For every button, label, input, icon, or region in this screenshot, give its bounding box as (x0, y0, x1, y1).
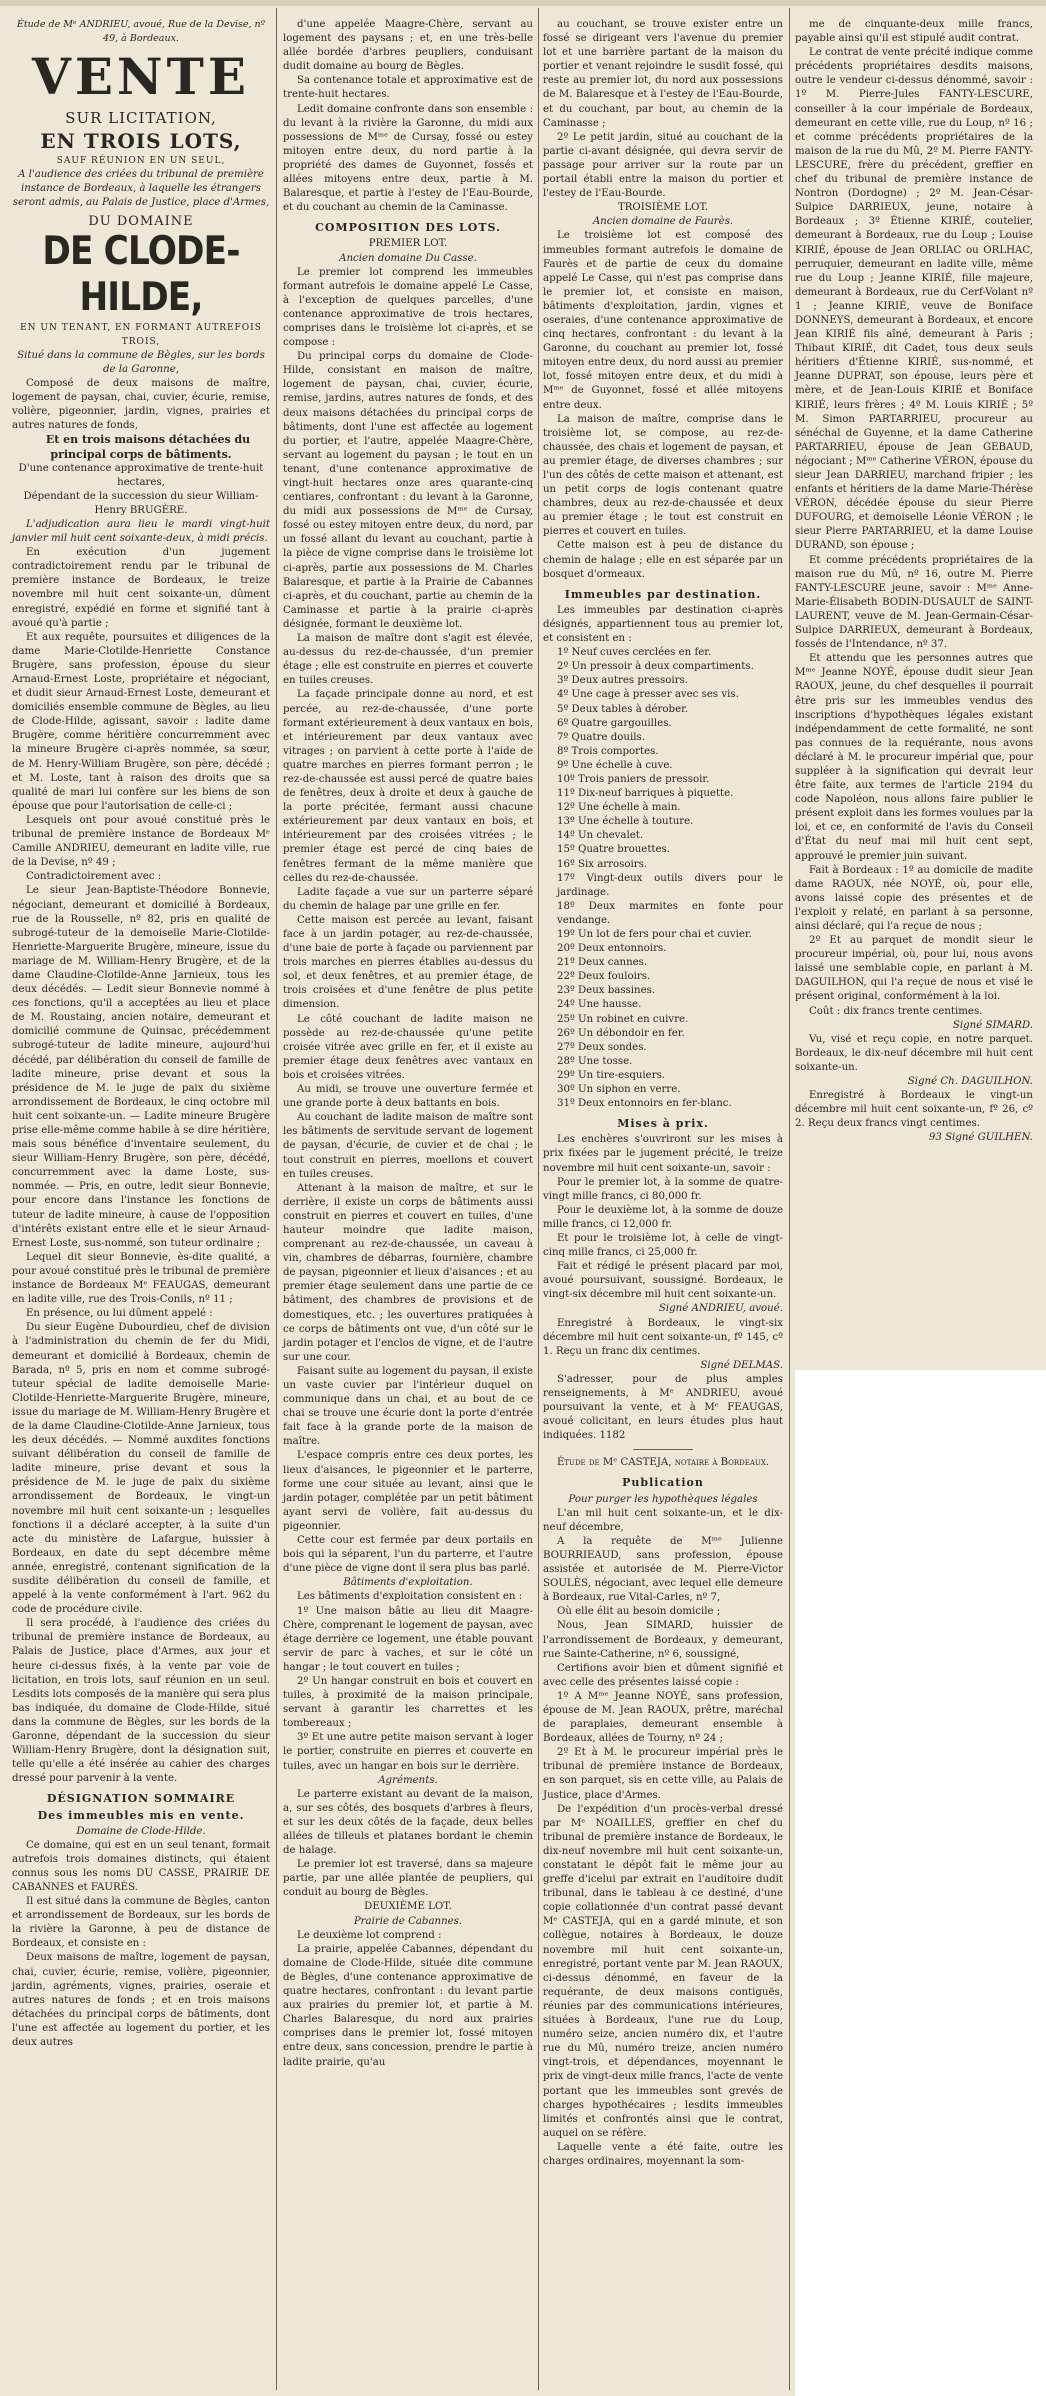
paragraph: Cette maison est à peu de distance du chemin de halage ; elle en est séparée par un bosquet d'ormeaux. (543, 540, 783, 580)
paragraph: 2º Un hangar construit en bois et couvert en tuiles, à proximité de la maison principale, servant à garantir les charrettes et les tombereaux ; (283, 1675, 533, 1730)
paragraph: Le premier lot comprend les immeubles formant autrefois le domaine appelé Le Casse, à l'exception de quelques parcelles, d'une contenance approximative de trois hectares, comprises dans le troisième lot ci-après, et se compose : (283, 266, 533, 349)
inventory-item: 11º Dix-neuf barriques à piquette. (557, 788, 734, 800)
etude-header: Étude de Mᵉ ANDRIEU, avoué, Rue de la Devise, nº 49, à Bordeaux. (16, 19, 266, 45)
paragraph: au couchant, se trouve exister entre un fossé se dirigeant vers l'avenue du premier lot et une barrière partant de la maison du portier et venant rejoindre le susdit fossé, qui reste au premier lot, du nord aux possessions de M. Balaresque et à l'estey de l'Eau-Bourde, et du couchant, par bout, au chemin de la Caminasse ; (543, 19, 783, 129)
paragraph: Pour le deuxième lot, à la somme de douze mille francs, ci 12,000 fr. (543, 1204, 783, 1230)
inventory-item: 24º Une hausse. (557, 999, 642, 1011)
lot-heading: DEUXIÈME LOT. (364, 1901, 452, 1913)
section-caption: Domaine de Clode-Hilde. (76, 1825, 206, 1837)
paragraph: L'an mil huit cent soixante-un, et le dix-neuf décembre, (543, 1507, 783, 1533)
paragraph: Du sieur Eugène Dubourdieu, chef de division à l'administration du chemin de fer du Midi, demeurant et domicilié à Bordeaux, chemin de Barada, nº 5, pris en nom et comme subrogé-tuteur spécial de ladite demoiselle Marie-Clotilde-Henriette-Marguerite Brugère, mineure, issue du mariage de M. William-Henry Brugère et de la dame Claudine-Clotilde-Anne Jarnieux, tous les deux décédés. — Nommé auxdites fonctions suivant délibération du conseil de famille de ladite mineure, prise devant et sous la présidence de M. le juge de paix du sixième arrondissement de Bordeaux, le vingt-un novembre mil huit cent soixante-un ; lesquelles fonctions il a déclaré accepter, à la suite d'un acte du ministère de Lafargue, huissier à Bordeaux, en date du sept décembre même année, enregistré, contenant signification de la susdite délibération du conseil de famille, et appelé à la vente conformément à l'art. 962 du code de procédure civile. (12, 1322, 270, 1616)
paragraph: Le deuxième lot comprend : (297, 1929, 442, 1941)
vente-headline: VENTE (32, 47, 250, 107)
paragraph: 1º A Mᵐᵉ Jeanne NOYÉ, sans profession, épouse de M. Jean RAOUX, prêtre, maréchal de paraplaies, demeurant ensemble à Bordeaux, allées de Tourny, nº 24 ; (543, 1690, 783, 1745)
inventory-item: 26º Un débondoir en fer. (557, 1027, 685, 1039)
paragraph: d'une appelée Maagre-Chère, servant au logement des paysans ; et, en une très-belle allée bordée d'arbres peupliers, conduisant dudit domaine au bourg de Bègles. (283, 19, 533, 73)
paragraph: Le troisième lot est composé des immeubles formant autrefois le domaine de Faurès et de partie de ceux du domaine appelé Le Casse, qui n'est pas comprise dans le premier lot, et consiste en maison, bâtiments d'exploitation, jardin, vignes et oseraies, d'une contenance approximative de cinq hectares, confrontant : du levant à la Garonne, du couchant au premier lot, fossé mitoyen entre deux, du nord aussi au premier lot, fossé mitoyen entre deux, et du midi à Mᵐᵉ de Guyonnet, fossé et allée mitoyens entre deux. (543, 230, 783, 411)
paragraph: 1º Une maison bâtie au lieu dit Maagre-Chère, comprenant le logement de paysan, avec étage derrière ce logement, une étable pouvant servir de parc à vaches, et sur le côté un hangar ; le tout couvert en tuiles ; (283, 1605, 533, 1673)
paragraph: A la requête de Mᵐᵉ Julienne BOURRIEAUD, sans profession, épouse assistée et autorisée de M. Pierre-Victor SOULÈS, négociant, avec lequel elle demeure à Bordeaux, rue Vital-Carles, nº 7, (543, 1535, 783, 1604)
paragraph: Et attendu que les personnes autres que Mᵐᵉ Jeanne NOYÉ, épouse dudit sieur Jean RAOUX, jeune, du chef desquelles il pourrait être pris sur les immeubles vendus des inscriptions d'hypothèques légales existant indépendamment de cette formalité, ne sont pas connues de la requérante, nous avons déclaré à M. le procureur impérial que, pour suppléer à la signification qui devrait leur être faite, aux termes de l'article 2194 du code Napoléon, nous allons faire publier le présent exploit dans les formes voulues par la loi, et ce, en conformité de l'avis du Conseil d'État du neuf mai mil huit cent sept, approuvé le premier juin suivant. (795, 653, 1033, 862)
paragraph: Il sera procédé, à l'audience des criées du tribunal de première instance de Bordeaux, au Palais de Justice, place d'Armes, aux jour et heure ci-dessus fixés, à la vente par voie de licitation, en trois lots, sauf réunion en un seul. Lesdits lots composés de la manière qui sera plus bas indiquée, du domaine de Clode-Hilde, situé dans la commune de Bègles, sur les bords de la Garonne, dépendant de la succession du sieur William-Henry Brugère, dont la désignation suit, telle qu'elle a été insérée au cahier des charges dressé pour parvenir à la vente. (12, 1618, 270, 1785)
paragraph: Les immeubles par destination ci-après désignés, appartiennent tous au premier lot, et consistent en : (543, 604, 783, 645)
paragraph: Ladite façade a vue sur un parterre séparé du chemin de halage par une grille en fer. (283, 886, 533, 912)
column-rule (276, 8, 277, 2390)
section-caption: Pour purger les hypothèques légales (568, 1493, 758, 1505)
inventory-item: 18º Deux marmites en fonte pour vendange. (557, 900, 783, 926)
paragraph: Du principal corps du domaine de Clode-Hilde, consistant en maison de maître, logement de paysan, chai, cuvier, écurie, remise, jardins, autres natures de fonds, et des deux maisons détachées du principal corps de bâtiments, dont l'une est affectée au logement du portier, et l'autre, appelée Maagre-Chère, servant au logement du paysan ; le tout en un tenant, d'une contenance approximative de vingt-huit hectares onze ares quarante-cinq centiares, confrontant : du levant à la Garonne, du midi aux possessions de Mᵐᵉ de Cursay, fossé ou estey mitoyen entre deux, du nord, par un fossé allant du levant au couchant, partie à la pièce de vigne comprise dans le troisième lot ci-après, partie aux possessions de M. Charles Balaresque, et partie à la Prairie de Cabannes ci-après, et du couchant, partie au chemin de la Caminasse et partie à la prairie ci-après désignée, formant le deuxième lot. (283, 351, 533, 630)
inventory-item: 4º Une cage à presser avec ses vis. (557, 689, 739, 701)
section-subheading: Des immeubles mis en vente. (37, 1808, 245, 1822)
column-rule (789, 8, 790, 2390)
paragraph: En présence, ou lui dûment appelé : (26, 1308, 213, 1320)
inventory-item: 31º Deux entonnoirs en fer-blanc. (557, 1098, 732, 1110)
audience-notice: A l'audience des criées du tribunal de première instance de Bordeaux, à laquelle les étrangers seront admis, au Palais de Justice, place d'Armes, (12, 169, 270, 209)
inventory-item: 6º Quatre gargouilles. (557, 717, 672, 729)
paragraph: Lesquels ont pour avoué constitué près le tribunal de première instance de Bordeaux Mᵉ Camille ANDRIEU, demeurant en ladite ville, rue de la Devise, nº 49 ; (12, 814, 270, 869)
paragraph: Contradictoirement avec : (26, 871, 162, 883)
paragraph: Les enchères s'ouvriront sur les mises à prix fixées par le jugement précité, le treize novembre mil huit cent soixante-un, savoir : (543, 1134, 783, 1174)
inventory-list (543, 646, 783, 1111)
section-heading: DÉSIGNATION SOMMAIRE (46, 1792, 236, 1806)
paragraph: Où elle élit au besoin domicile ; (557, 1606, 721, 1618)
inventory-item: 15º Quatre brouettes. (557, 844, 671, 856)
paragraph: Lequel dit sieur Bonnevie, ès-dite qualité, a pour avoué constitué près le tribunal de première instance de Bordeaux Mᵉ FEAUGAS, demeurant en ladite ville, rue des Trois-Conils, nº 11 ; (12, 1251, 270, 1306)
section-heading: Publication (622, 1476, 704, 1490)
paragraph: S'adresser, pour de plus amples renseignements, à Mᵉ ANDRIEU, avoué poursuivant la vente, et à Mᵉ FEAUGAS, avoué colicitant, en leurs études plus haut indiquées. 1182 (543, 1373, 783, 1442)
paragraph: Et comme précédents propriétaires de la maison rue du Mû, nº 16, outre M. Pierre FANTY-LESCURE jeune, savoir : Mᵐᵉ Anne-Marie-Élisabeth BODIN-DUSAULT de SAINT-LAURENT, veuve de M. Jean-Germain-César-Sulpice DARRIEUX, demeurant à Bordeaux, fossés de l'Intendance, nº 37. (795, 554, 1033, 651)
paragraph: Le côté couchant de ladite maison ne possède au rez-de-chaussée qu'une petite croisée vitrée avec grille en fer, et il existe au premier étage deux fenêtres avec vantaux en bois et croisées vitrées. (283, 1013, 533, 1081)
paragraph: Cette cour est fermée par deux portails en bois qui la séparent, l'un du parterre, et l'autre d'une pièce de vigne dont il sera plus bas parlé. (283, 1535, 533, 1575)
paragraph: Les bâtiments d'exploitation consistent en : (297, 1591, 523, 1603)
paragraph: L'espace compris entre ces deux portes, les lieux d'aisances, le pigeonnier et le parterre, forme une cour située au levant, ainsi que le jardin potager, complétée par un petit bâtiment ayant servi de volière, fait au-dessus du pigeonnier. (283, 1450, 533, 1532)
inventory-item: 29º Un tire-esquiers. (557, 1069, 666, 1081)
inventory-item: 28º Une tosse. (557, 1055, 633, 1067)
paragraph: Coût : dix francs trente centimes. (809, 1005, 983, 1017)
paragraph: Sa contenance totale et approximative est de trente-huit hectares. (283, 75, 533, 101)
signature-line: Signé Ch. DAGUILHON. (907, 1076, 1033, 1088)
paragraph: Nous, Jean SIMARD, huissier de l'arrondissement de Bordeaux, y demeurant, rue Sainte-Catherine, nº 6, soussigné, (543, 1620, 783, 1660)
du-domaine: DU DOMAINE (88, 213, 194, 229)
paragraph: Vu, visé et reçu copie, en notre parquet. Bordeaux, le dix-neuf décembre mil huit cent soixante-un. (795, 1033, 1033, 1073)
paragraph: Fait à Bordeaux : 1º au domicile de madite dame RAOUX, née NOYÉ, où, pour elle, avons laissé copie des présentes et de l'exploit y relaté, en parlant à sa personne, ainsi déclaré, qui l'a reçue de nous ; (795, 864, 1033, 932)
paragraph: La prairie, appelée Cabannes, dépendant du domaine de Clode-Hilde, située dite commune de Bègles, d'une contenance approximative de quatre hectares, confrontant : du levant partie aux prairies du premier lot, et partie à M. Charles Balaresque, du nord aux prairies comprises dans le premier lot, fossé mitoyen entre deux, sans concession, prendre le partie à ladite prairie, qu'au (283, 1943, 533, 2068)
paragraph: Composé de deux maisons de maître, logement de paysan, chai, cuvier, écurie, remise, volière, pigeonnier, jardin, vignes, prairies et autres natures de fonds, (12, 378, 270, 432)
section-heading: Mises à prix. (617, 1117, 709, 1131)
subheading: Et en trois maisons détachées du principal corps de bâtiments. (45, 433, 251, 461)
lot-heading: TROISIÈME LOT. (617, 202, 709, 214)
column-3 (543, 18, 783, 2169)
inventory-item: 25º Un robinet en cuivre. (557, 1013, 689, 1025)
paragraph: La façade principale donne au nord, et est percée, au rez-de-chaussée, d'une porte formant extérieurement à deux vantaux en bois, et intérieurement par deux vantaux avec vitrages ; on parvient à cette porte à l'aide de quatre marches en pierres formant perron ; le rez-de-chaussée est aussi percé de quatre baies de fenêtres, deux à droite et deux à gauche de la porte précitée, fermant aussi chacune extérieurement par deux vantaux en bois, et intérieurement par des croisées vitrées ; le premier étage est percé de cinq baies de fenêtres fermant de la même manière que celles du rez-de-chaussée. (283, 689, 533, 884)
paragraph: La maison de maître dont s'agit est élevée, au-dessus du rez-de-chaussée, d'un premier étage ; elle est construite en pierres et couverte en tuiles creuses. (283, 633, 533, 687)
paragraph: Le premier lot est traversé, dans sa majeure partie, par une allée plantée de peupliers, qui conduit au bourg de Bègles. (283, 1859, 533, 1899)
inventory-item: 2º Un pressoir à deux compartiments. (557, 661, 754, 673)
paragraph: 2º Le petit jardin, situé au couchant de la partie ci-avant désignée, qui devra servir de passage pour arriver sur la route par un portail établi entre la maison du portier et l'estey de l'Eau-Bourde. (543, 131, 783, 200)
lot-heading: PREMIER LOT. (368, 238, 448, 250)
sur-licitation: SUR LICITATION, (65, 109, 217, 128)
inventory-item: 12º Une échelle à main. (557, 802, 681, 814)
domaine-title: DE CLODE-HILDE, (42, 228, 240, 320)
en-trois-lots: EN TROIS LOTS, (40, 129, 242, 154)
paragraph: D'une contenance approximative de trente-huit hectares, (18, 462, 264, 488)
paragraph: Certifions avoir bien et dûment signifié et avec celle des présentes laissé copie : (543, 1662, 783, 1688)
paragraph: De l'expédition d'un procès-verbal dressé par Mᵉ NOAILLES, greffier en chef du tribunal de première instance de Bordeaux, le dix-neuf novembre mil huit cent soixante-un, constatant le dépôt fait le même jour au greffe d'icelui par extrait en l'auditoire dudit tribunal, dans le tableau à ce destiné, d'une copie collationnée d'un contrat passé devant Mᵉ CASTEJA, qui en a gardé minute, et son collègue, notaires à Bordeaux, le douze novembre mil huit cent soixante-un, enregistré, portant vente par M. Jean RAOUX, ci-dessus dénommé, en faveur de la requérante, de deux maisons contiguës, réunies par des communications intérieures, situées à Bordeaux, l'une rue du Loup, numéro seize, ancien numéro dix, et l'autre rue du Mû, numéro treize, ancien numéro vingt-trois, et dépendances, moyennant le prix de vingt-deux mille francs, l'acte de vente portant que les immeubles sont grevés de charges hypothécaires ; lesdits immeubles limités et confrontés ainsi que le contrat, auquel on se réfère. (543, 1803, 783, 2139)
paragraph: Attenant à la maison de maître, et sur le derrière, il existe un corps de bâtiments aussi construit en pierres et couvert en tuiles, d'une hauteur moindre que ladite maison, comprenant au rez-de-chaussée, un caveau à vin, chambres de débarras, fournière, chambre de paysan, pigeonnier et lieux d'aisances ; et au premier étage seulement dans une partie de ce bâtiment, des chambres de provisions et de domestiques, etc. ; les ouvertures pratiquées à ce corps de bâtiments ont vue, d'un côté sur le jardin potager et l'enclos de vigne, et de l'autre sur une cour. (283, 1182, 533, 1363)
inventory-item: 30º Un siphon en verre. (557, 1084, 681, 1096)
paragraph: Enregistré à Bordeaux le vingt-un décembre mil huit cent soixante-un, fº 26, cº 2. Reçu deux francs vingt centimes. (795, 1090, 1033, 1130)
paragraph: 2º Et au parquet de mondit sieur le procureur impérial, où, pour lui, nous avons laissé une semblable copie, en parlant à M. DAGUILHON, qui l'a reçue de nous et visé le présent original, conformément à la loi. (795, 935, 1033, 1003)
inventory-item: 20º Deux entonnoirs. (557, 943, 667, 955)
paragraph: Cette maison est percée au levant, faisant face à un jardin potager, au rez-de-chaussée, d'une baie de porte à façade ou parviennent par trois marches en pierres établies au-dessus du sol, et deux fenêtres, et au premier étage, de trois croisées et d'une fenêtre de plus petite dimension. (283, 914, 533, 1011)
inventory-item: 5º Deux tables à dérober. (557, 703, 689, 715)
inventory-item: 10º Trois paniers de pressoir. (557, 773, 710, 785)
sauf-reunion: SAUF RÉUNION EN UN SEUL, (56, 156, 226, 167)
paragraph: Au midi, se trouve une ouverture fermée et une grande porte à deux battants en bois. (283, 1084, 533, 1110)
section-caption: Prairie de Cabannes. (353, 1915, 463, 1927)
paragraph: Et pour le troisième lot, à celle de vingt-cinq mille francs, ci 25,000 fr. (543, 1232, 783, 1259)
paragraph: Et aux requête, poursuites et diligences de la dame Marie-Clotilde-Henriette Constance Brugère, sans profession, épouse du sieur Arnaud-Ernest Loste, propriétaire et négociant, et dudit sieur Arnaud-Ernest Loste, demeurant et domiciliés ensemble commune de Bègles, au lieu de Clode-Hilde, agissant, savoir : ladite dame Brugère, comme héritière concurremment avec la mineure Brugère ci-après nommée, sa sœur, de M. Henry-William Brugère, son père, décédé ; et M. Loste, tant à raison des droits que sa qualité de mari lui confère sur les biens de son épouse que pour l'autorisation de celle-ci ; (12, 631, 270, 812)
column-rule (538, 8, 539, 2390)
inventory-item: 8º Trois comportes. (557, 745, 659, 757)
paragraph: Au couchant de ladite maison de maître sont les bâtiments de servitude servant de logement de paysan, d'écurie, de cuvier et de chai ; le tout construit en pierres, moellons et couvert en tuiles creuses. (283, 1112, 533, 1180)
inventory-item: 22º Deux fouloirs. (557, 971, 651, 983)
inventory-item: 21º Deux cannes. (557, 957, 648, 969)
column-1 (12, 18, 270, 2050)
inventory-item: 19º Un lot de fers pour chai et cuvier. (557, 929, 752, 940)
section-caption: Agréments. (378, 1774, 438, 1786)
paragraph: Dépendant de la succession du sieur William-Henry BRUGÈRE. (23, 490, 259, 516)
signature-line: 93 Signé GUILHEN. (928, 1132, 1033, 1144)
paragraph: 2º Et à M. le procureur impérial près le tribunal de première instance de Bordeaux, en son parquet, sis en cette ville, au Palais de Justice, place d'Armes. (543, 1747, 783, 1801)
scan-edge (0, 0, 1046, 6)
inventory-item: 14º Un chevalet. (557, 830, 644, 842)
section-caption: Bâtiments d'exploitation. (343, 1577, 473, 1589)
inventory-item: 1º Neuf cuves cerclées en fer. (557, 647, 712, 659)
inventory-item: 27º Deux sondes. (557, 1041, 647, 1053)
paragraph: Pour le premier lot, à la somme de quatre-vingt mille francs, ci 80,000 fr. (543, 1176, 783, 1202)
adjudication-notice: L'adjudication aura lieu le mardi vingt-huit janvier mil huit cent soixante-deux, à midi précis. (12, 518, 270, 545)
signature-line: Signé DELMAS. (700, 1359, 783, 1371)
paragraph: 3º Et une autre petite maison servant à loger le portier, construite en pierres et couverte en tuiles, avec un hangar en bois sur le derrière. (283, 1732, 533, 1772)
paragraph: Le parterre existant au devant de la maison, a, sur ses côtés, des bosquets d'arbres à fleurs, et sur les deux côtés de la façade, deux belles allées de tilleuls et platanes bordant le chemin de halage. (283, 1788, 533, 1857)
paragraph: me de cinquante-deux mille francs, payable ainsi qu'il est stipulé audit contrat. (795, 19, 1033, 45)
signature-line: Signé SIMARD. (952, 1019, 1033, 1031)
section-caption: Ancien domaine de Faurès. (592, 216, 734, 228)
paragraph: Deux maisons de maître, logement de paysan, chai, cuvier, écurie, remise, volière, pigeonnier, jardin, agréments, vignes, prairies, oseraie et autres natures de fonds ; et en trois maisons détachées du principal corps de bâtiments, dont l'une est affectée au logement du portier, et les deux autres (12, 1952, 270, 2048)
column-4 (795, 18, 1033, 1146)
paragraph: En exécution d'un jugement contradictoirement rendu par le tribunal de première instance de Bordeaux, le treize novembre mil huit cent soixante-un, dûment enregistré, expédié en forme et signifié tant à avoué qu'à partie ; (12, 547, 270, 629)
section-heading: COMPOSITION DES LOTS. (315, 221, 501, 235)
column-2 (283, 18, 533, 2070)
paragraph: Laquelle vente a été faite, outre les charges ordinaires, moyennant la som- (543, 2141, 783, 2167)
paragraph: Enregistré à Bordeaux, le vingt-six décembre mil huit cent soixante-un, fº 145, cº 1. Reçu un franc dix centimes. (543, 1317, 783, 1357)
inventory-item: 17º Vingt-deux outils divers pour le jardinage. (557, 872, 783, 898)
inventory-item: 23º Deux bassines. (557, 985, 656, 997)
paragraph: Fait et rédigé le présent placard par moi, avoué poursuivant, soussigné. Bordeaux, le vingt-six décembre mil huit cent soixante-un. (543, 1261, 783, 1301)
paragraph: Il est situé dans la commune de Bègles, canton et arrondissement de Bordeaux, sur les bords de la rivière la Garonne, à peu de distance de Bordeaux, et consiste en : (12, 1896, 270, 1950)
etude-header: Étude de Mᵉ CASTEJA, notaire à Bordeaux. (556, 1457, 770, 1469)
inventory-item: 9º Une échelle à cuve. (557, 759, 673, 771)
inventory-item: 3º Deux autres pressoirs. (557, 675, 688, 687)
inventory-item: 13º Une échelle à touture. (557, 816, 694, 828)
blank-area (795, 1370, 1046, 2396)
paragraph: Faisant suite au logement du paysan, il existe un vaste cuvier par l'intérieur duquel on communique dans un chai, et au bout de ce chai se trouve une écurie dont la porte d'entrée fait face à la grande porte de la maison de maître. (283, 1365, 533, 1448)
section-heading: Immeubles par destination. (564, 587, 762, 601)
paragraph: Ledit domaine confronte dans son ensemble : du levant à la rivière la Garonne, du midi aux possessions de Mᵐᵉ de Cursay, fossé ou estey mitoyen entre deux, du nord partie à la propriété des dames de Guyonnet, fossés et allées mitoyens entre deux, partie à M. Balaresque, et partie à l'estey de l'Eau-Bourde, et du couchant au chemin de la Caminasse. (283, 103, 533, 214)
paragraph: Le contrat de vente précité indique comme précédents propriétaires desdits maisons, outre le vendeur ci-dessus dénommé, savoir : 1º M. Pierre-Jules FANTY-LESCURE, conseiller à la cour impériale de Bordeaux, demeurant en cette ville, rue du Loup, nº 16 ; et comme précédents propriétaires de la maison de la rue du Mû, 2º M. Pierre FANTY-LESCURE, frère du précédent, greffier en chef du tribunal de première instance de Nontron (Dordogne) ; 2º M. Jean-César-Sulpice DARRIEUX, jeune, notaire à Bordeaux ; 3º Étienne KIRIÉ, coutelier, demeurant à Bordeaux, rue du Loup ; Louise KIRIÉ, épouse de Jean ORLIAC ou ORLHAC, perruquier, demeurant en ladite ville, même rue du Loup ; Jeanne KIRIÉ, fille majeure, demeurant à Bordeaux, rue du Cerf-Volant nº 1 ; Jeanne KIRIÉ, veuve de Boniface DONNEYS, demeurant à Bordeaux, et encore Jean KIRIÉ fils aîné, demeurant à Paris ; Thibaut KIRIÉ, dit Cadet, tous deux seuls héritiers d'Étienne KIRIÉ, sus-nommé, et Jeanne DUPRAT, son épouse, leurs père et mère, et de Jean-Louis KIRIÉ et Boniface KIRIÉ, leurs frères ; 4º M. Louis KIRIÉ ; 5º M. Simon PARTARRIEU, procureur au sénéchal de Guyenne, et la dame Catherine PARTARRIEU, épouse de Jean GEBAUD, négociant ; Mᵐᵉ Catherine VÉRON, épouse du sieur Jean DARRIEU, marchand fripier ; les enfants et héritiers de la dame Marie-Thérèse VÉRON, décédée épouse du sieur Pierre DUFOURG, et demoiselle Léonie VÉRON ; le sieur Pierre PARTARRIEU, et la dame Louise DURAND, son épouse ; (795, 47, 1033, 552)
separator (633, 1449, 693, 1450)
paragraph: La maison de maître, comprise dans le troisième lot, se compose, au rez-de-chaussée, des chais et logement de paysan, et au premier étage, de diverses chambres ; sur l'un des côtés de cette maison et attenant, est un petit corps de logis contenant quatre chambres, deux au rez-de-chaussée et deux au premier étage ; le tout est construit en pierres et couvert en tuiles. (543, 413, 783, 538)
inventory-item: 7º Quatre douils. (557, 731, 645, 743)
situation: Situé dans la commune de Bègles, sur les bords de la Garonne, (17, 349, 265, 375)
signature-line: Signé ANDRIEU, avoué. (658, 1303, 783, 1315)
paragraph: Le sieur Jean-Baptiste-Théodore Bonnevie, négociant, demeurant et domicilié à Bordeaux, rue de la Rousselle, nº 82, pris en qualité de subrogé-tuteur de la demoiselle Marie-Clotilde-Henriette-Marguerite Brugère, mineure, issue du mariage de M. William-Henry Brugère, et de la dame Claudine-Clotilde-Anne Jarnieux, tous les deux décédés. — Ledit sieur Bonnevie nommé à ces fonctions, qu'il a acceptées au lieu et place de M. Roustaing, ancien notaire, demeurant et domicilié commune de Quinsac, précédemment subrogé-tuteur de ladite mineure, aujourd'hui décédé, par délibération du conseil de famille de ladite mineure, prise devant et sous la présidence de M. le juge de paix du sixième arrondissement de Bordeaux, le cinq octobre mil huit cent soixante-un. — Ladite mineure Brugère prise elle-même comme habile à se dire héritière, mais sous bénéfice d'inventaire seulement, du sieur William-Henry Brugère, son père, décédé, concurremment avec la dame Loste, sus-nommée. — Pris, en outre, ledit sieur Bonnevie, pour encore dans l'instance les fonctions de tuteur de ladite mineure, à cause de l'opposition d'intérêts existant entre elle et le sieur Arnaud-Ernest Loste, sus-nommé, son tuteur ordinaire ; (12, 885, 270, 1249)
section-caption: Ancien domaine Du Casse. (339, 252, 477, 264)
en-un-tenant: EN UN TENANT, EN FORMANT AUTREFOIS TROIS, (20, 322, 262, 347)
paragraph: Ce domaine, qui est en un seul tenant, formait autrefois trois domaines distincts, qui étaient connus sous les noms DU CASSE, PRAIRIE DE CABANNES et FAURÈS. (12, 1839, 270, 1893)
inventory-item: 16º Six arrosoirs. (557, 858, 648, 870)
